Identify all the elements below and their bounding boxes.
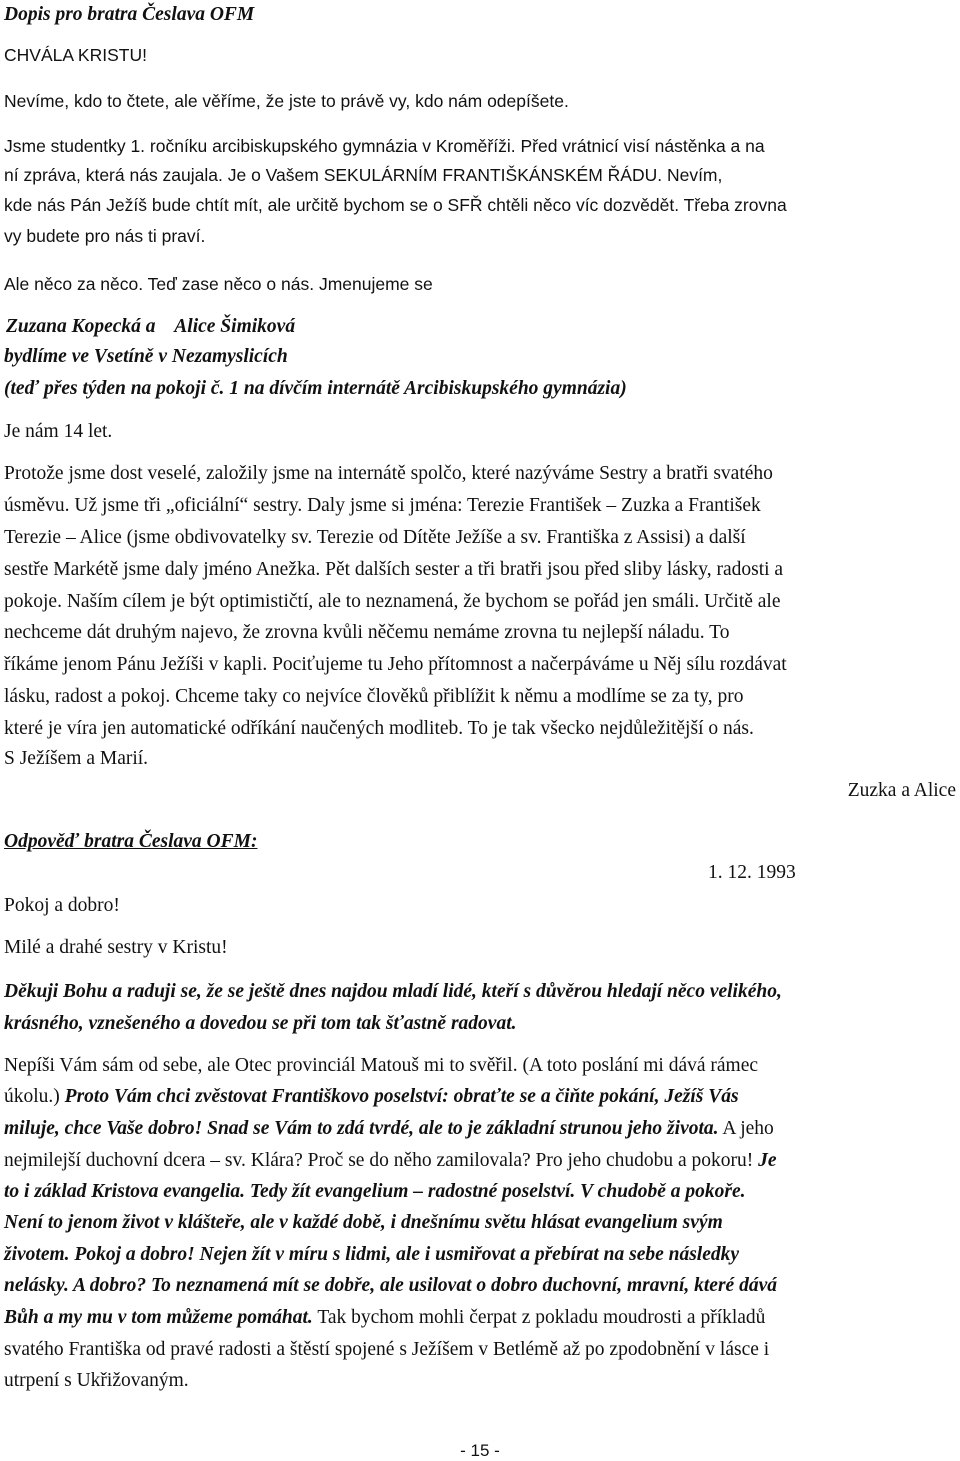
paragraph-line: vy budete pro nás ti praví. — [4, 226, 206, 246]
paragraph-line: lásku, radost a pokoj. Chceme taky co nejvíce člověků přiblížit k němu a modlíme se za ty, pro — [4, 686, 744, 707]
paragraph-line: Ale něco za něco. Teď zase něco o nás. Jmenujeme se — [4, 274, 433, 294]
paragraph-line: Terezie – Alice (jsme obdivovatelky sv. Terezie od Dítěte Ježíše a sv. Františka z Assisi) a další — [4, 527, 746, 548]
residence-line: bydlíme ve Vsetíně v Nezamyslicích — [4, 346, 288, 367]
thanks-line: Děkuji Bohu a raduji se, že se ještě dnes najdou mladí lidé, kteří s důvěrou hledají něco velikého, — [4, 981, 782, 1002]
letter-signature: Zuzka a Alice — [847, 780, 956, 801]
body-line: svatého Františka od pravé radosti a štěstí spojené s Ježíšem v Betlémě až po zpodobnění v lásce i — [4, 1339, 770, 1360]
body-line: Bůh a my mu v tom můžeme pomáhat. Tak bychom mohli čerpat z pokladu moudrosti a příkladů — [4, 1307, 766, 1328]
reply-salutation: Milé a drahé sestry v Kristu! — [4, 937, 228, 958]
author-names: Zuzana Kopecká a Alice Šimiková — [6, 316, 296, 337]
closing-line: S Ježíšem a Marií. — [4, 748, 149, 769]
body-line: nejmilejší duchovní dcera – sv. Klára? Proč se do něho zamilovala? Pro jeho chudobu a pokoru! Je — [4, 1150, 777, 1171]
body-line: nelásky. A dobro? To neznamená mít se dobře, ale usilovat o dobro duchovní, mravní, které dává — [4, 1275, 777, 1296]
dorm-line: (teď přes týden na pokoji č. 1 na dívčím internátě Arcibiskupského gymnázia) — [4, 378, 627, 399]
letter-greeting: CHVÁLA KRISTU! — [4, 45, 147, 65]
reply-greeting: Pokoj a dobro! — [4, 895, 120, 916]
body-line: Není to jenom život v klášteře, ale v každé době, i dnešnímu světu hlásat evangelium svým — [4, 1212, 723, 1233]
body-line: miluje, chce Vaše dobro! Snad se Vám to zdá tvrdé, ale to je základní strunou jeho života. A jeho — [4, 1118, 774, 1139]
paragraph-line: ní zpráva, která nás zaujala. Je o Vašem SEKULÁRNÍM FRANTIŠKÁNSKÉM ŘÁDU. Nevím, — [4, 165, 723, 185]
body-line: životem. Pokoj a dobro! Nejen žít v míru s lidmi, ale i usmiřovat a přebírat na sebe následky — [4, 1244, 740, 1265]
paragraph-line: pokoje. Naším cílem je být optimističtí, ale to neznamená, že bychom se pořád jen smáli. Určitě ale — [4, 591, 781, 612]
paragraph-line: úsměvu. Už jsme tři „oficiální“ sestry. Daly jsme si jména: Terezie František – Zuzka a František — [4, 495, 761, 516]
body-line: utrpení s Ukřižovaným. — [4, 1370, 189, 1391]
letter-intro: Nevíme, kdo to čtete, ale věříme, že jste to právě vy, kdo nám odepíšete. — [4, 91, 569, 111]
reply-title: Odpověď bratra Česlava OFM: — [4, 831, 258, 852]
paragraph-line: které je víra jen automatické odříkání naučených modliteb. To je tak všecko nejdůležitější o nás. — [4, 718, 754, 739]
body-line: úkolu.) Proto Vám chci zvěstovat Františkovo poselství: obraťte se a čiňte pokání, Ježíš Vás — [4, 1086, 739, 1107]
paragraph-line: Jsme studentky 1. ročníku arcibiskupského gymnázia v Kroměříži. Před vrátnicí visí nástěnka a na — [4, 136, 765, 156]
age-line: Je nám 14 let. — [4, 421, 113, 442]
body-line: Nepíši Vám sám od sebe, ale Otec provinciál Matouš mi to svěřil. (A toto poslání mi dává rámec — [4, 1055, 759, 1076]
body-line: to i základ Kristova evangelia. Tedy žít evangelium – radostné poselství. V chudobě a pokoře. — [4, 1181, 746, 1202]
reply-date: 1. 12. 1993 — [708, 862, 796, 883]
paragraph-line: sestře Markétě jsme daly jméno Anežka. Pět dalších sester a tři bratři jsou před sliby lásky, radosti a — [4, 559, 784, 580]
paragraph-line: nechceme dát druhým najevo, že zrovna kvůli něčemu nemáme zrovna tu nejlepší náladu. To — [4, 622, 730, 643]
letter-title: Dopis pro bratra Česlava OFM — [4, 4, 255, 25]
paragraph-line: kde nás Pán Ježíš bude chtít mít, ale určitě bychom se o SFŘ chtěli něco víc dozvědět. Třeba zrovna — [4, 195, 787, 215]
thanks-line: krásného, vznešeného a dovedou se při tom tak šťastně radovat. — [4, 1013, 517, 1034]
paragraph-line: říkáme jenom Pánu Ježíši v kapli. Pociťujeme tu Jeho přítomnost a načerpáváme u Něj sílu rozdávat — [4, 654, 787, 675]
paragraph-line: Protože jsme dost veselé, založily jsme na internátě spolčo, které nazýváme Sestry a bratři svatého — [4, 463, 773, 484]
page-number: - 15 - — [460, 1441, 500, 1460]
